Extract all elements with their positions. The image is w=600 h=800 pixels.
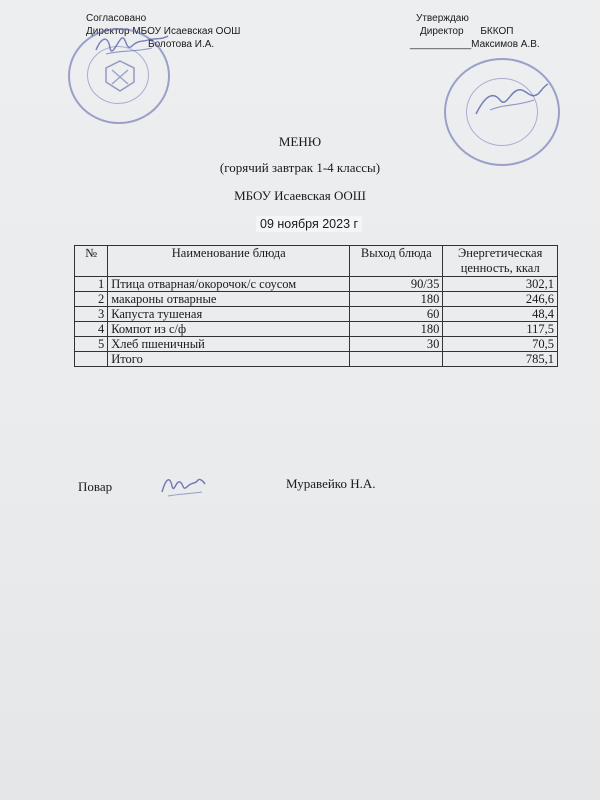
approval-right-position: Директор — [420, 26, 464, 37]
row-dish-name: Компот из с/ф — [108, 322, 350, 337]
approval-left-position: Директор МБОУ Исаевская ООШ — [86, 26, 241, 37]
row-dish-name: Хлеб пшеничный — [108, 337, 350, 352]
row-energy: 117,5 — [443, 322, 558, 337]
approval-right — [410, 12, 540, 51]
row-energy: 246,6 — [443, 292, 558, 307]
row-dish-name: Птица отварная/окорочок/с соусом — [108, 277, 350, 292]
header-num: № — [75, 246, 108, 277]
table-row — [75, 322, 558, 337]
menu-date: 09 ноября 2023 г — [256, 216, 362, 232]
row-num: 2 — [75, 292, 108, 307]
total-value: 785,1 — [443, 352, 558, 367]
row-num: 4 — [75, 322, 108, 337]
row-output: 90/35 — [350, 277, 443, 292]
approval-left-name: Болотова И.А. — [148, 39, 215, 50]
row-output: 180 — [350, 322, 443, 337]
approval-right-title: Утверждаю — [416, 13, 469, 24]
total-output-empty — [350, 352, 443, 367]
row-energy: 48,4 — [443, 307, 558, 322]
page-subtitle: (горячий завтрак 1-4 классы) — [219, 160, 381, 175]
page-title: МЕНЮ — [278, 134, 322, 149]
menu-table — [74, 245, 558, 367]
total-label: Итого — [108, 352, 350, 367]
header-dish-name: Наименование блюда — [108, 246, 350, 277]
row-output: 60 — [350, 307, 443, 322]
right-signature-icon — [470, 80, 550, 124]
table-header-row — [75, 246, 558, 277]
left-signature-icon — [92, 30, 172, 60]
header-output: Выход блюда — [350, 246, 443, 277]
approval-right-name: ___________Максимов А.В. — [410, 39, 540, 50]
approval-right-org: БККОП — [480, 26, 514, 37]
approval-left-title: Согласовано — [86, 13, 147, 24]
header-energy: Энергетическая ценность, ккал — [443, 246, 558, 277]
cook-role: Повар — [78, 479, 113, 494]
table-row — [75, 277, 558, 292]
row-num: 5 — [75, 337, 108, 352]
total-num-empty — [75, 352, 108, 367]
row-energy: 70,5 — [443, 337, 558, 352]
table-row — [75, 292, 558, 307]
row-num: 3 — [75, 307, 108, 322]
cook-name: Муравейко Н.А. — [286, 476, 376, 491]
row-output: 30 — [350, 337, 443, 352]
table-row — [75, 337, 558, 352]
cook-signature-icon — [158, 470, 208, 500]
row-dish-name: макароны отварные — [108, 292, 350, 307]
table-total-row — [75, 352, 558, 367]
school-name: МБОУ Исаевская ООШ — [234, 188, 366, 203]
row-energy: 302,1 — [443, 277, 558, 292]
emblem-icon — [100, 58, 140, 94]
table-row — [75, 307, 558, 322]
row-num: 1 — [75, 277, 108, 292]
row-dish-name: Капуста тушеная — [108, 307, 350, 322]
row-output: 180 — [350, 292, 443, 307]
